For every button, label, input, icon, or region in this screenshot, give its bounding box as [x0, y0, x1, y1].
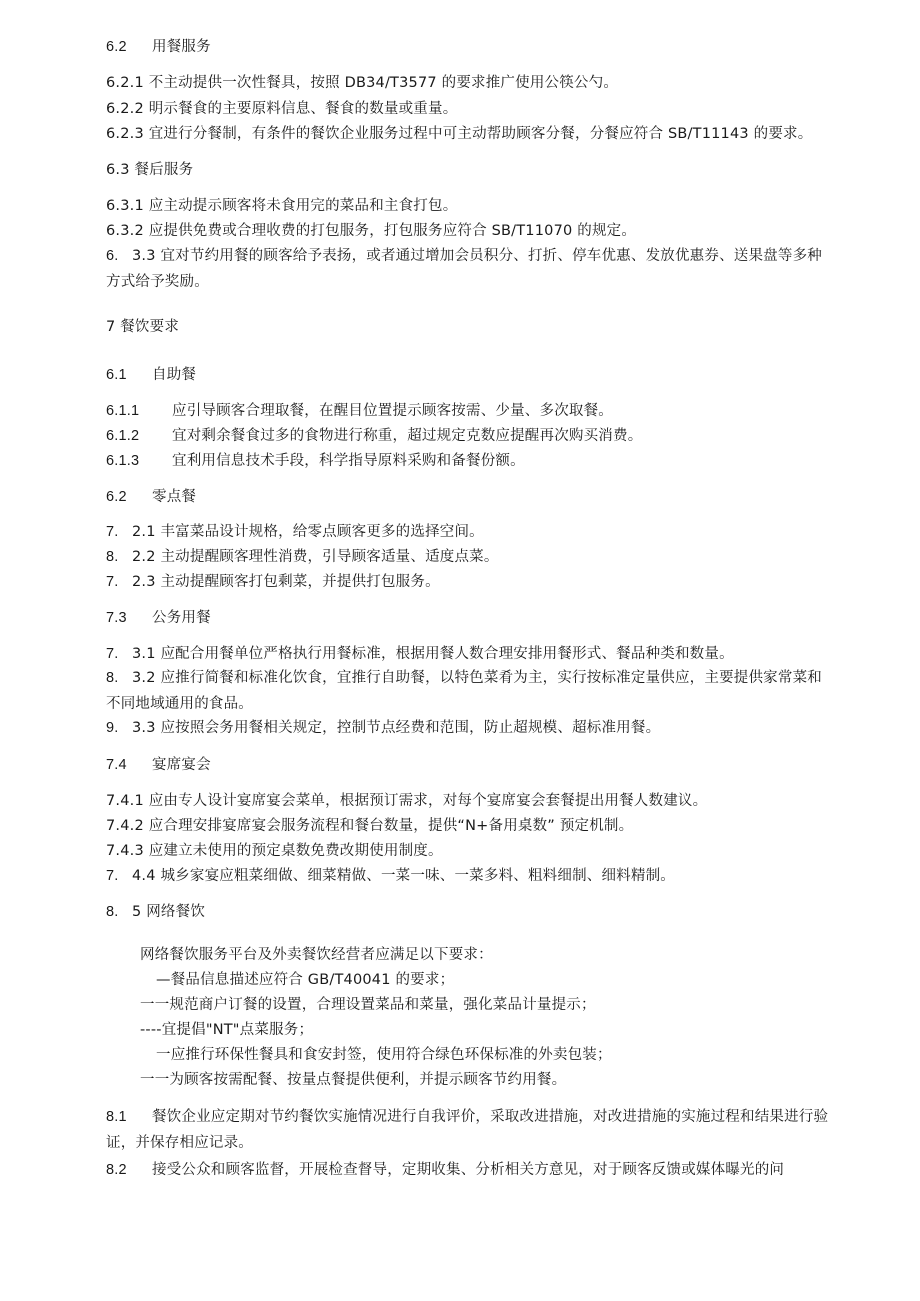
- clause-text: 3.1 应配合用餐单位严格执行用餐标准，根据用餐人数合理安排用餐形式、餐品种类和数量。: [132, 646, 734, 662]
- section-title: 宴席宴会: [152, 757, 211, 773]
- section-title: 自助餐: [152, 367, 197, 383]
- section-heading-online-catering: [106, 902, 832, 922]
- section-heading-6-2: [106, 37, 832, 57]
- clause-8-3-2: [106, 665, 832, 717]
- section-heading-6-3: 6.3 餐后服务: [106, 162, 194, 178]
- section-title: 公务用餐: [152, 610, 211, 626]
- clause-text: 4.4 城乡家宴应粗菜细做、细菜精做、一菜一味、一菜多料、粗料细制、细料精制。: [132, 868, 675, 884]
- clause-text: 应引导顾客合理取餐，在醒目位置提示顾客按需、少量、多次取餐。: [172, 403, 613, 419]
- section-number: 7.3: [106, 610, 127, 626]
- section-number: 6.2: [106, 39, 127, 55]
- clause-number: 7.: [106, 646, 119, 662]
- clause-6-3-2: 6.3.2 应提供免费或合理收费的打包服务，打包服务应符合 SB/T11070 的规定。: [106, 223, 637, 239]
- online-item-3: ----宜提倡"NT"点菜服务；: [140, 1022, 314, 1038]
- clause-8-2: [106, 1160, 832, 1180]
- clause-text: 宜对剩余餐食过多的食物进行称重，超过规定克数应提醒再次购买消费。: [172, 428, 643, 444]
- online-item-4: 一应推行环保性餐具和食安封签，使用符合绿色环保标准的外卖包装；: [156, 1047, 612, 1063]
- clause-6-2-3: 6.2.3 宜进行分餐制，有条件的餐饮企业服务过程中可主动帮助顾客分餐，分餐应符合 SB/T11143 的要求。: [106, 126, 813, 142]
- clause-text: 餐饮企业应定期对节约餐饮实施情况进行自我评价，采取改进措施，对改进措施的实施过程和结果进行验证，并保存相应记录。: [106, 1109, 829, 1151]
- online-item-5: 一一为顾客按需配餐、按量点餐提供便利，并提示顾客节约用餐。: [140, 1072, 567, 1088]
- clause-number: 8.: [106, 670, 119, 686]
- clause-number: 6.1.1: [106, 403, 140, 419]
- section-title: 用餐服务: [152, 39, 211, 55]
- clause-number: 6.: [106, 248, 119, 264]
- clause-number: 8.2: [106, 1162, 127, 1178]
- online-intro: 网络餐饮服务平台及外卖餐饮经营者应满足以下要求：: [140, 947, 493, 963]
- section-number: 8.: [106, 904, 119, 920]
- clause-6-1-2: [106, 426, 832, 446]
- clause-7-3-1: [106, 644, 832, 664]
- clause-number: 8.: [106, 549, 119, 565]
- clause-7-2-3: [106, 572, 832, 592]
- clause-text: 3.3 宜对节约用餐的顾客给予表扬，或者通过增加会员积分、打折、停车优惠、发放优惠券、送果盘等多种方式给予奖励。: [106, 248, 822, 290]
- section-title: 5 网络餐饮: [132, 904, 206, 920]
- clause-text: 2.2 主动提醒顾客理性消费，引导顾客适量、适度点菜。: [132, 549, 499, 565]
- clause-6-3-1: 6.3.1 应主动提示顾客将未食用完的菜品和主食打包。: [106, 198, 458, 214]
- clause-text: 宜利用信息技术手段，科学指导原料采购和备餐份额。: [172, 453, 525, 469]
- online-item-2: 一一规范商户订餐的设置，合理设置菜品和菜量，强化菜品计量提示；: [140, 997, 596, 1013]
- clause-9-3-3: [106, 718, 832, 738]
- clause-6-1-1: [106, 401, 832, 421]
- section-number: 7.4: [106, 757, 127, 773]
- clause-6-2-2: 6.2.2 明示餐食的主要原料信息、餐食的数量或重量。: [106, 101, 458, 117]
- clause-number: 6.1.3: [106, 453, 140, 469]
- clause-text: 2.1 丰富菜品设计规格，给零点顾客更多的选择空间。: [132, 524, 484, 540]
- clause-number: 7.: [106, 868, 119, 884]
- section-heading-a-la-carte: [106, 487, 832, 507]
- clause-text: 3.3 应按照会务用餐相关规定，控制节点经费和范围，防止超规模、超标准用餐。: [132, 720, 661, 736]
- clause-7-2-1: [106, 522, 832, 542]
- section-number: 6.2: [106, 489, 127, 505]
- clause-text: 3.2 应推行简餐和标准化饮食，宜推行自助餐，以特色菜肴为主，实行按标准定量供应，主要提供家常菜和不同地域通用的食品。: [106, 670, 822, 712]
- clause-6-2-1: 6.2.1 不主动提供一次性餐具，按照 DB34/T3577 的要求推广使用公筷公勺。: [106, 75, 619, 91]
- section-heading-7-3: [106, 608, 832, 628]
- clause-7-4-3: 7.4.3 应建立未使用的预定桌数免费改期使用制度。: [106, 843, 443, 859]
- section-heading-7-4: [106, 755, 832, 775]
- clause-number: 9.: [106, 720, 119, 736]
- clause-8-2-2: [106, 547, 832, 567]
- clause-text: 2.3 主动提醒顾客打包剩菜，并提供打包服务。: [132, 574, 440, 590]
- section-title: 零点餐: [152, 489, 197, 505]
- clause-7-4-1: 7.4.1 应由专人设计宴席宴会菜单，根据预订需求，对每个宴席宴会套餐提出用餐人数建议。: [106, 793, 708, 809]
- clause-6-1-3: [106, 451, 832, 471]
- clause-text: 接受公众和顾客监督，开展检查督导，定期收集、分析相关方意见，对于顾客反馈或媒体曝光的问: [152, 1162, 785, 1178]
- clause-8-1: [106, 1104, 832, 1156]
- clause-number: 7.: [106, 574, 119, 590]
- section-heading-self-service: [106, 365, 832, 385]
- clause-7-4-4: [106, 866, 832, 886]
- clause-7-4-2: 7.4.2 应合理安排宴席宴会服务流程和餐台数量，提供“N+备用桌数” 预定机制。: [106, 818, 634, 834]
- clause-number: 6.1.2: [106, 428, 140, 444]
- clause-number: 8.1: [106, 1109, 127, 1125]
- chapter-heading-7: 7 餐饮要求: [106, 319, 180, 335]
- section-number: 6.1: [106, 367, 127, 383]
- clause-6-3-3: [106, 243, 832, 295]
- clause-number: 7.: [106, 524, 119, 540]
- online-item-1: —餐品信息描述应符合 GB/T40041 的要求；: [156, 972, 455, 988]
